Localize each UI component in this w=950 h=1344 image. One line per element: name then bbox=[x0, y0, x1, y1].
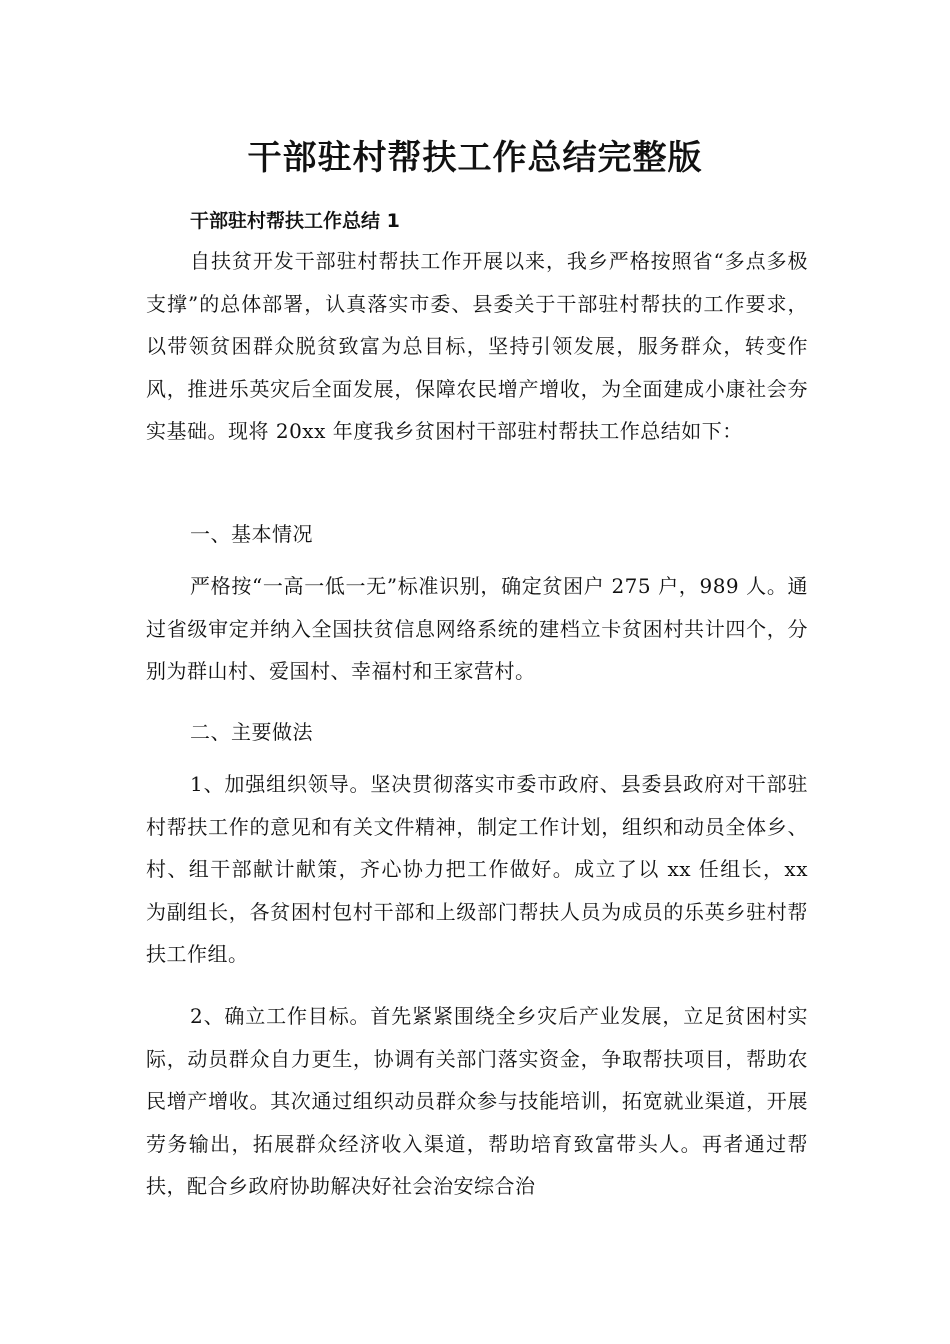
intro-paragraph: 自扶贫开发干部驻村帮扶工作开展以来，我乡严格按照省“多点多极支撑”的总体部署，认真落实市委、县委关于干部驻村帮扶的工作要求，以带领贫困群众脱贫致富为总目标，坚持引领发展，服务群众，转变作风，推进乐英灾后全面发展，保障农民增产增收，为全面建成小康社会夯实基础。现将 20xx 年度我乡贫困村干部驻村帮扶工作总结如下： bbox=[146, 249, 808, 443]
heading-main-methods: 二、主要做法 bbox=[190, 720, 313, 744]
heading-basic-situation: 一、基本情况 bbox=[190, 522, 313, 546]
document-title: 干部驻村帮扶工作总结完整版 bbox=[247, 138, 703, 178]
method-2-paragraph: 2、确立工作目标。首先紧紧围绕全乡灾后产业发展，立足贫困村实际，动员群众自力更生，协调有关部门落实资金，争取帮扶项目，帮助农民增产增收。其次通过组织动员群众参与技能培训，拓宽就业渠道，开展劳务输出，拓展群众经济收入渠道，帮助培育致富带头人。再者通过帮扶，配合乡政府协助解决好社会治安综合治 bbox=[146, 1004, 808, 1198]
basic-situation-paragraph: 严格按“一高一低一无”标准识别，确定贫困户 275 户，989 人。通过省级审定并纳入全国扶贫信息网络系统的建档立卡贫困村共计四个，分别为群山村、爱国村、幸福村和王家营村。 bbox=[146, 574, 808, 683]
method-1-paragraph: 1、加强组织领导。坚决贯彻落实市委市政府、县委县政府对干部驻村帮扶工作的意见和有关文件精神，制定工作计划，组织和动员全体乡、村、组干部献计献策，齐心协力把工作做好。成立了以 xx 任组长，xx 为副组长，各贫困村包村干部和上级部门帮扶人员为成员的乐英乡驻村帮扶工作组。 bbox=[146, 772, 808, 966]
section-subtitle: 干部驻村帮扶工作总结 1 bbox=[190, 210, 400, 232]
